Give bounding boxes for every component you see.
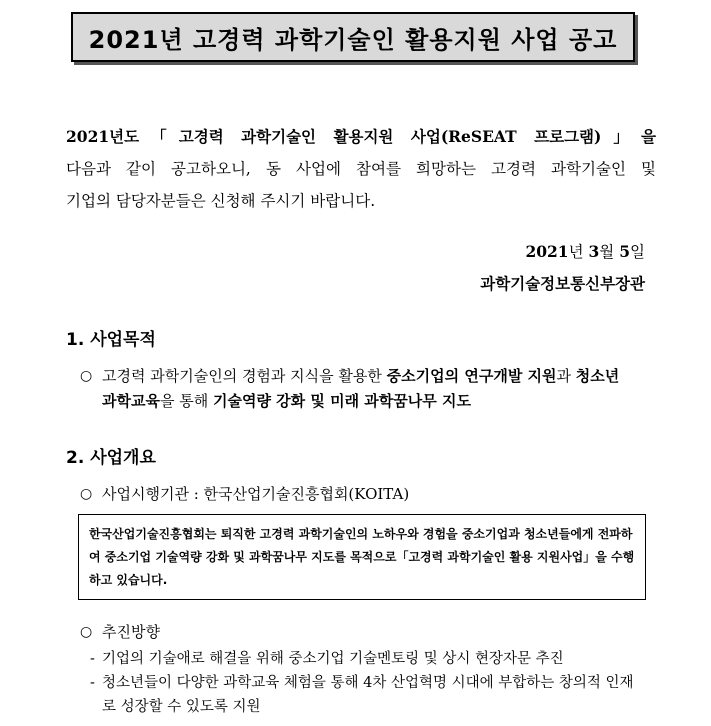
circle-bullet-icon: ○ [80, 624, 93, 640]
purpose-text-a: 고경력 과학기술인의 경험과 지식을 활용한 [102, 367, 387, 385]
date-year: 2021 [525, 242, 569, 261]
agency-text: 사업시행기관 : 한국산업기술진흥협회(KOITA) [102, 485, 410, 503]
dash-bullet: - [90, 651, 95, 667]
section2-heading: 2. 사업개요 [66, 448, 156, 468]
announcement-title: 2021년 고경력 과학기술인 활용지원 사업 공고 [88, 25, 618, 54]
date-day-unit: 일 [630, 243, 645, 261]
purpose-text-c: 을 통해 [159, 392, 213, 410]
intro-line-2: 다음과 같이 공고하오니, 동 사업에 참여를 희망하는 고경력 과학기술인 및 [66, 160, 656, 178]
list-item [90, 671, 646, 719]
intro-paragraph [66, 121, 656, 217]
direction-item-2: 청소년들이 다양한 과학교육 체험을 통해 4차 산업혁명 시대에 부합하는 창의적 인재로 성장할 수 있도록 지원 [102, 675, 634, 715]
intro-line-1: 2021년도「고경력 과학기술인 활용지원 사업(ReSEAT 프로그램)」을 [66, 127, 656, 146]
direction-bullet [80, 620, 646, 645]
intro-line-3: 기업의 담당자분들은 신청해 주시기 바랍니다. [66, 192, 376, 210]
circle-bullet-icon: ○ [80, 486, 93, 502]
issuer-name: 과학기술정보통신부장관 [480, 275, 645, 293]
dash-bullet: - [90, 675, 95, 691]
list-item [90, 647, 646, 671]
purpose-bold-c: 과학교육 [102, 392, 160, 410]
agency-bullet [80, 482, 646, 507]
section1-text [102, 364, 646, 414]
date-year-unit: 년 [568, 243, 584, 261]
direction-label: 추진방향 [102, 623, 160, 641]
purpose-bold-a: 중소기업의 연구개발 지원 [386, 367, 557, 385]
agency-description-box: 한국산업기술진흥협회는 퇴직한 고경력 과학기술인의 노하우와 경험을 중소기업과 청소년들에게 전파하여 중소기업 기술역량 강화 및 과학꿈나무 지도를 목적으로「고경력 과학기술인 활용 지원사업」을 수행하고 있습니다. [78, 514, 646, 600]
direction-item-1: 기업의 기술애로 해결을 위해 중소기업 기술멘토링 및 상시 현장자문 추진 [102, 651, 564, 667]
announcement-title-box [71, 12, 635, 62]
section1-heading: 1. 사업목적 [66, 330, 156, 350]
announcement-date [525, 240, 645, 262]
date-day: 5 [619, 242, 631, 261]
circle-bullet-icon: ○ [80, 368, 93, 384]
date-month: 3 [588, 242, 600, 261]
purpose-bold-b: 청소년 [575, 367, 620, 385]
section1-bullet [80, 364, 646, 414]
date-month-unit: 월 [599, 243, 615, 261]
purpose-bold-d: 기술역량 강화 및 미래 과학꿈나무 지도 [212, 392, 471, 410]
direction-list [90, 647, 646, 719]
purpose-text-b: 과 [556, 367, 576, 385]
